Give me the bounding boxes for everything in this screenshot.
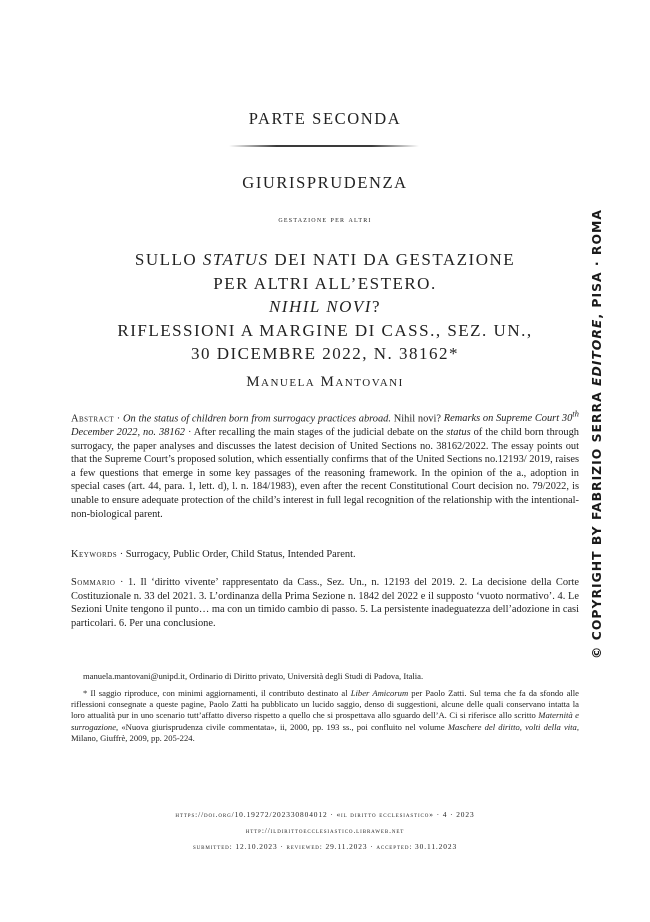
separator: · — [114, 413, 124, 425]
copyright-emphasis: EDITORE — [589, 318, 604, 386]
title-line-2: PER ALTRI ALL’ESTERO. — [213, 273, 437, 293]
footnote-emphasis: Liber Amicorum — [350, 688, 409, 698]
article-title — [60, 248, 590, 366]
keywords — [71, 548, 579, 562]
decorative-rule — [229, 145, 419, 147]
title-text: SULLO — [134, 250, 203, 269]
summary-text: · 1. Il ‘diritto vivente’ rappresentato da Cass., Sez. Un., n. 12193 del 2019. 2. La decisione della Corte Costituzionale n. 33 del 2021. 3. L’ordinanza della Prima Sezione n. 1842 del 2022 e il supposto ‘vuoto normativo’. 4. Le Sezioni Unite tengono il punto… ma con un timido cambio di passo. 5. La persistente inadeguatezza dell’adozione in casi particolari. 6. Per una conclusione. — [71, 577, 579, 629]
title-text: DEI NATI DA GESTAZIONE — [268, 250, 516, 269]
keywords-label: Keywords — [71, 549, 118, 560]
footnote-text: , Milano, Giuffrè, 2009, pp. 205-224. — [71, 721, 579, 743]
title-line-5: 30 DICEMBRE 2022, N. 38162* — [190, 344, 460, 363]
abstract-label: Abstract — [71, 413, 115, 425]
footnote-emphasis: Maternità e surrogazione — [71, 710, 579, 732]
abstract-text: December 2022, no. 38162 — [71, 427, 185, 439]
footnote-emphasis: Maschere del diritto, volti della vita — [447, 721, 577, 732]
footnote-text: per Paolo Zatti. Sul tema che fa da sfondo alle riflessioni consegnate a queste pagine, Paolo Zatti ha pubblicato un lucido saggio, denso di suggestioni, alcune delle quali conservano intatta la loro attualità pur in uno scenario tutt’affatto diverso rispetto a quello che si prospettava allo sguardo dell’A. Ci si riferisce allo scritto — [71, 688, 579, 721]
author-affiliation-note: manuela.mantovani@unipd.it, Ordinario di Diritto privato, Università degli Studi di Padova, Italia. — [83, 671, 424, 681]
summary — [71, 576, 579, 630]
part-heading: PARTE SECONDA — [248, 109, 402, 128]
footnote-text: * Il saggio riproduce, con minimi aggiornamenti, il contributo destinato al — [83, 688, 351, 698]
section-heading: GIURISPRUDENZA — [242, 173, 408, 192]
abstract-emphasis: status — [446, 427, 471, 439]
summary-label: Sommario — [71, 577, 116, 588]
abstract — [71, 408, 579, 521]
author-name: Manuela Mantovani — [246, 374, 404, 390]
abstract-text: of the child born through surrogacy, the paper analyses and discusses the latest decision of United Sections no. 38162/2022. The essay points out that the Supreme Court’s proposed solution, which essentially confirms that of the United Sections no.12193/ 2019, raises a few questions that emerge in some key passages of the reasoning framework. In the opinion of the a., adoption in special cases (art. 44, para. 1, lett. d), l. n. 184/1983), even after the recent Constitutional Court decision no. 79/2022, is unable to ensure adequate protection of the child’s interest in full legal recognition of the relationship with the intentional-non-biological parent. — [71, 427, 580, 520]
title-line-1 — [60, 248, 590, 272]
title-line-3 — [60, 295, 590, 319]
abstract-text: · After recalling the main stages of the judicial debate on the — [184, 427, 447, 439]
abstract-title: On the status of children born from surrogacy practices abroad. — [123, 413, 391, 425]
abstract-text: Remarks on Supreme Court 30 — [443, 413, 573, 425]
superscript: th — [572, 409, 579, 419]
title-emphasis: NIHIL NOVI — [268, 297, 372, 316]
copyright-notice — [589, 199, 607, 669]
footnote-text: , «Nuova giurisprudenza civile commentata», ii, 2000, pp. 193 ss., poi confluito nel volume — [116, 721, 448, 732]
title-emphasis: STATUS — [202, 250, 269, 269]
abstract-text: Nihil novi? — [390, 413, 444, 425]
copyright-text: , PISA · ROMA — [589, 209, 604, 319]
title-line-4: RIFLESSIONI A MARGINE DI CASS., SEZ. UN., — [117, 320, 533, 340]
keywords-text: · Surrogacy, Public Order, Child Status, Intended Parent. — [117, 549, 356, 560]
title-text: ? — [371, 297, 382, 316]
footnote-star — [71, 688, 579, 744]
journal-url: http://ildirittoecclesiastico.libraweb.net — [245, 826, 405, 835]
submission-dates: submitted: 12.10.2023 · reviewed: 29.11.2023 · accepted: 30.11.2023 — [192, 842, 458, 851]
rubric-label: gestazione per altri — [278, 214, 372, 224]
doi-line: https://doi.org/10.19272/202330804012 · «il diritto ecclesiastico» · 4 · 2023 — [175, 810, 475, 819]
copyright-text: © COPYRIGHT BY FABRIZIO SERRA — [589, 386, 604, 659]
